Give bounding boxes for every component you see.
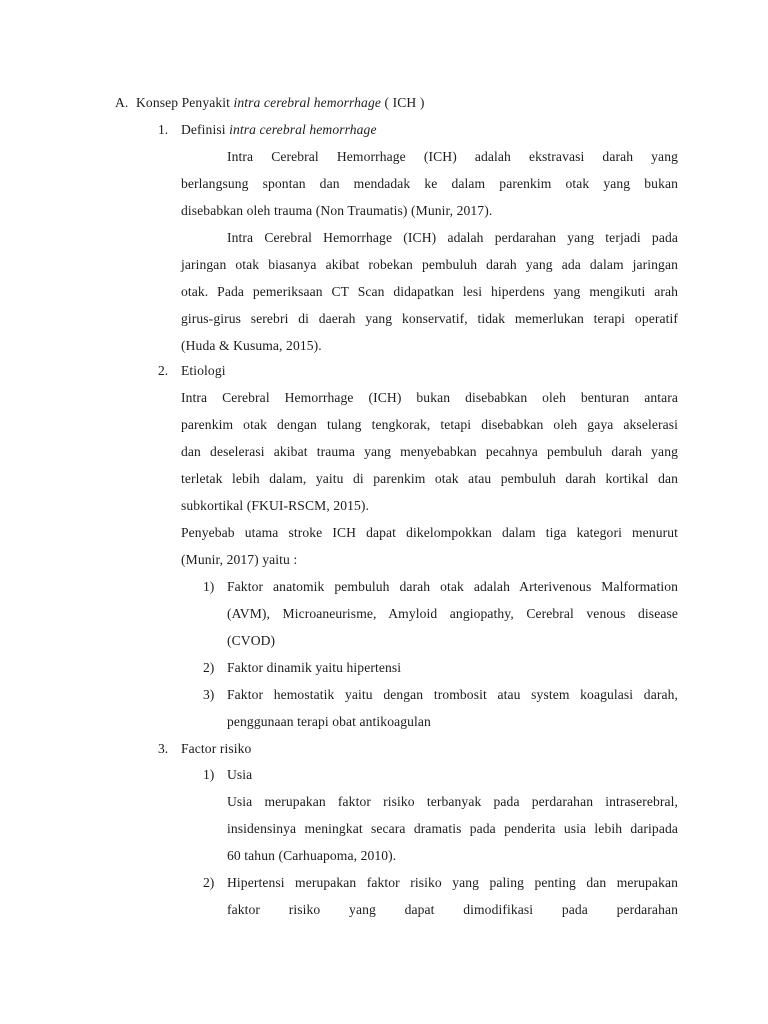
item2-sub2-marker: 2) bbox=[203, 660, 215, 675]
item3-sub2-line: Hipertensi merupakan faktor risiko yang paling penting dan merupakan bbox=[227, 875, 678, 890]
item2-para2-line: (Munir, 2017) yaitu : bbox=[181, 552, 298, 567]
item1-para2-line: Intra Cerebral Hemorrhage (ICH) adalah perdarahan yang terjadi pada bbox=[227, 230, 678, 245]
item2-sub1-marker: 1) bbox=[203, 579, 215, 594]
item3-sub2-marker: 2) bbox=[203, 875, 215, 890]
item2-para1-line: Intra Cerebral Hemorrhage (ICH) bukan disebabkan oleh benturan antara bbox=[181, 390, 678, 405]
item2-para2-line: Penyebab utama stroke ICH dapat dikelompokkan dalam tiga kategori menurut bbox=[181, 525, 678, 540]
item2-para1-line: parenkim otak dengan tulang tengkorak, tetapi disebabkan oleh gaya akselerasi bbox=[181, 417, 678, 432]
item1-heading-text: Definisi bbox=[181, 122, 230, 137]
item2-sub2-line: Faktor dinamik yaitu hipertensi bbox=[227, 660, 402, 675]
item1-marker: 1. bbox=[158, 122, 169, 137]
item2-para1-line: dan deselerasi akibat trauma yang menyebabkan pecahnya pembuluh darah yang bbox=[181, 444, 678, 459]
item1-heading bbox=[181, 121, 377, 139]
item1-para2-line: girus-girus serebri di daerah yang konservatif, tidak memerlukan terapi operatif bbox=[181, 311, 678, 326]
item1-heading-italic: intra cerebral hemorrhage bbox=[229, 122, 377, 137]
item2-sub1-line: (AVM), Microaneurisme, Amyloid angiopathy, Cerebral venous disease bbox=[227, 606, 678, 621]
section-a-marker: A. bbox=[115, 95, 129, 110]
item3-sub2-line: faktor risiko yang dapat dimodifikasi pada perdarahan bbox=[227, 902, 678, 917]
section-a-title-text: Konsep Penyakit bbox=[136, 95, 234, 110]
section-a-title-italic: intra cerebral hemorrhage bbox=[233, 95, 381, 110]
item2-sub1-line: Faktor anatomik pembuluh darah otak adalah Arterivenous Malformation bbox=[227, 579, 678, 594]
item1-para1-line: Intra Cerebral Hemorrhage (ICH) adalah ekstravasi darah yang bbox=[227, 149, 678, 164]
item2-para1-line: subkortikal (FKUI-RSCM, 2015). bbox=[181, 498, 370, 513]
section-a-title bbox=[136, 94, 424, 112]
item3-sub1-line: Usia merupakan faktor risiko terbanyak pada perdarahan intraserebral, bbox=[227, 794, 678, 809]
item1-para2-line: (Huda & Kusuma, 2015). bbox=[181, 338, 322, 353]
item3-sub1-line: insidensinya meningkat secara dramatis pada penderita usia lebih daripada bbox=[227, 821, 678, 836]
item1-para1-line: disebabkan oleh trauma (Non Traumatis) (Munir, 2017). bbox=[181, 203, 493, 218]
item2-sub1-line: (CVOD) bbox=[227, 633, 276, 648]
section-a-title-suffix: ( ICH ) bbox=[380, 95, 425, 110]
item3-sub1-marker: 1) bbox=[203, 767, 215, 782]
item3-sub1-heading: Usia bbox=[227, 767, 253, 782]
item3-sub1-line: 60 tahun (Carhuapoma, 2010). bbox=[227, 848, 397, 863]
item2-sub3-marker: 3) bbox=[203, 687, 215, 702]
item3-heading: Factor risiko bbox=[181, 741, 252, 756]
item2-sub3-line: Faktor hemostatik yaitu dengan trombosit atau system koagulasi darah, bbox=[227, 687, 678, 702]
item1-para2-line: otak. Pada pemeriksaan CT Scan didapatkan lesi hiperdens yang mengikuti arah bbox=[181, 284, 678, 299]
item2-marker: 2. bbox=[158, 363, 169, 378]
item1-para1-line: berlangsung spontan dan mendadak ke dalam parenkim otak yang bukan bbox=[181, 176, 678, 191]
item2-para1-line: terletak lebih dalam, yaitu di parenkim otak atau pembuluh darah kortikal dan bbox=[181, 471, 678, 486]
item2-heading: Etiologi bbox=[181, 363, 226, 378]
item1-para2-line: jaringan otak biasanya akibat robekan pembuluh darah yang ada dalam jaringan bbox=[181, 257, 678, 272]
item3-marker: 3. bbox=[158, 741, 169, 756]
item2-sub3-line: penggunaan terapi obat antikoagulan bbox=[227, 714, 431, 729]
